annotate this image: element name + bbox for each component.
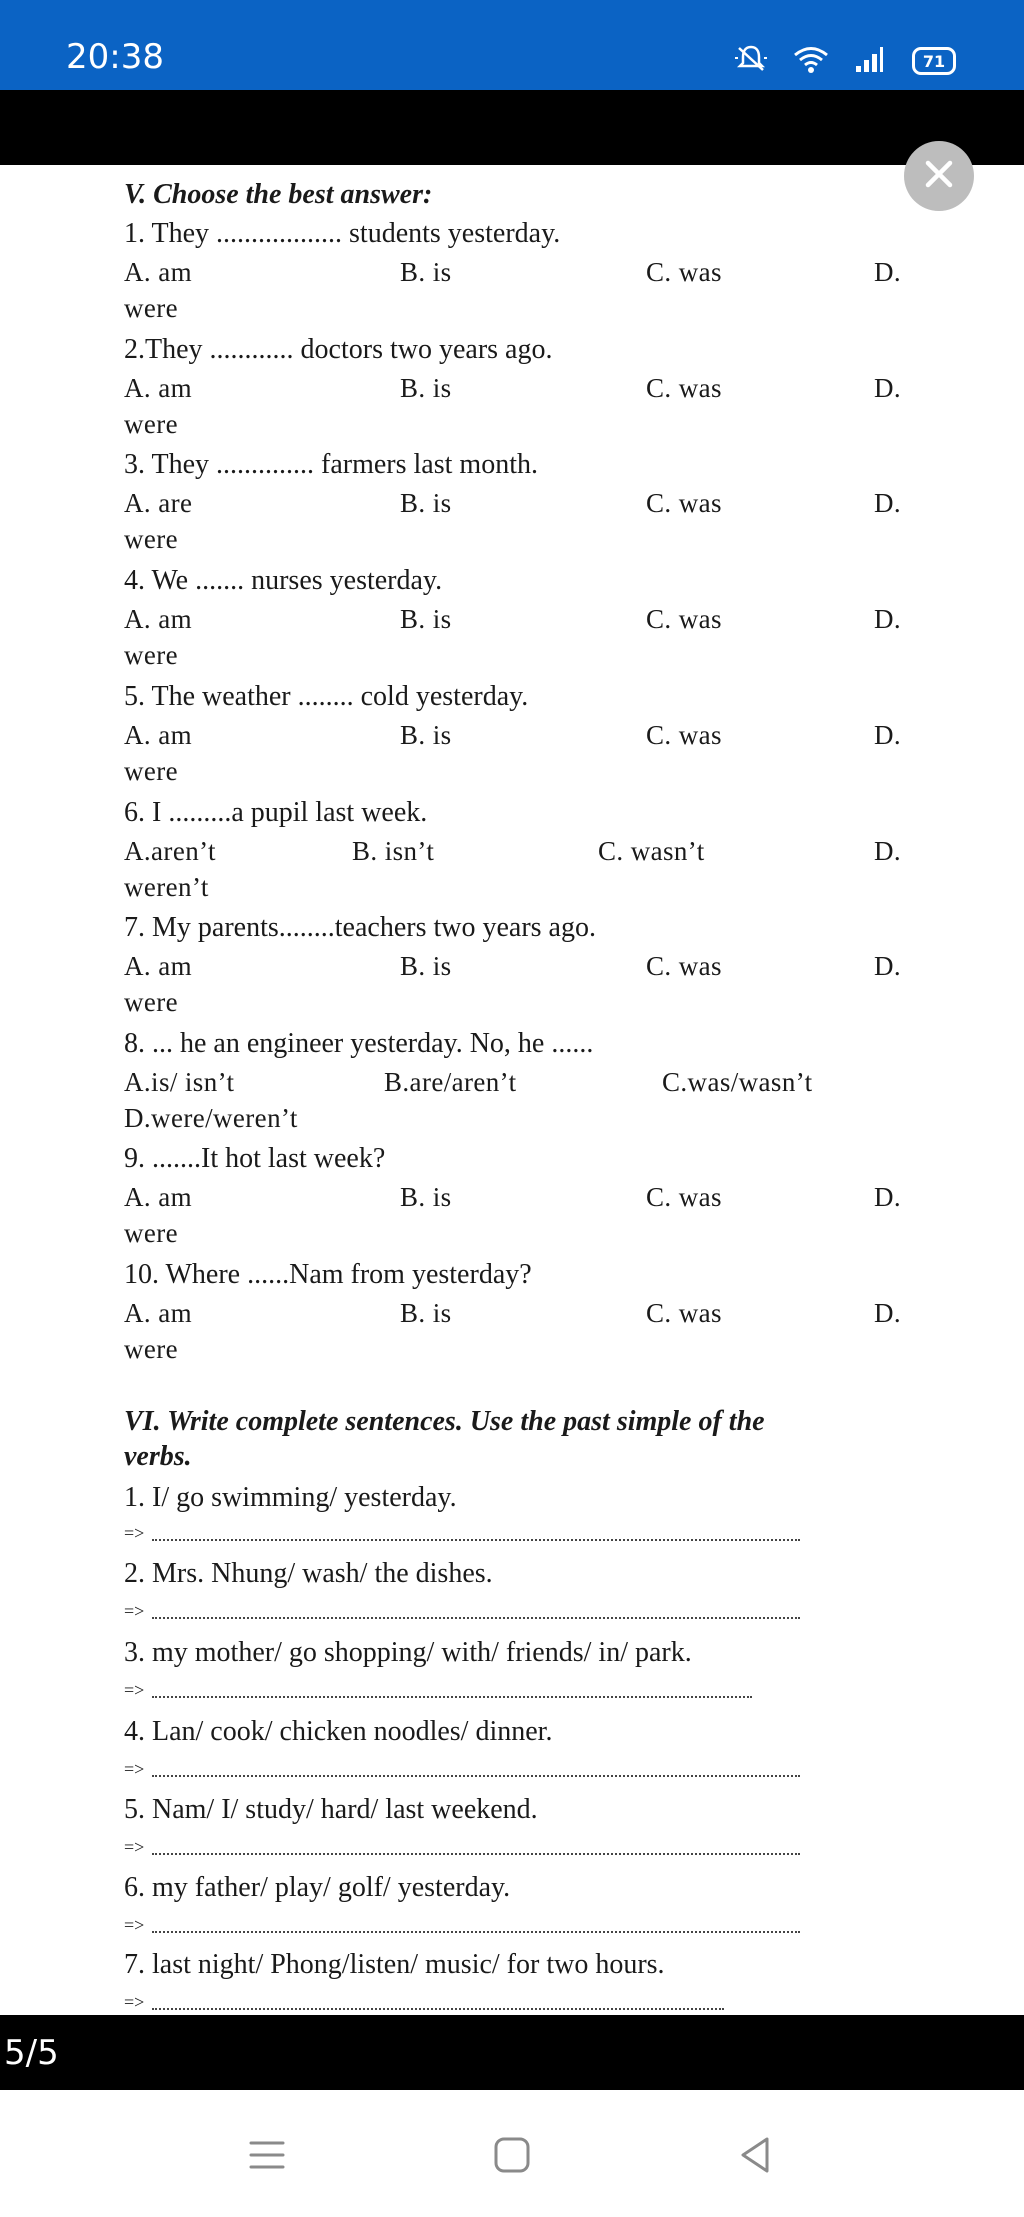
q9-option-a: A. am	[124, 1182, 192, 1212]
q4-option-a: A. am	[124, 604, 192, 634]
q8-option-a: A.is/ isn’t	[124, 1067, 235, 1097]
q6-option-a: A.aren’t	[124, 836, 216, 866]
q7-option-d-text: were	[124, 987, 179, 1017]
question-1: 1. They .................. students yesterday.	[124, 218, 561, 249]
document-page	[0, 165, 1024, 2015]
sentence-3: 3. my mother/ go shopping/ with/ friends/ in/ park.	[124, 1637, 692, 1668]
q6-option-d: D.	[874, 836, 902, 866]
q4-option-d-text: were	[124, 640, 179, 670]
section-vi-heading-cont: verbs.	[124, 1441, 192, 1472]
status-icons	[734, 44, 956, 78]
status-time: 20:38	[66, 37, 164, 77]
recent-apps-icon	[247, 2137, 287, 2178]
viewer-bottom-bar	[0, 2015, 1024, 2090]
page-indicator: 5/5	[4, 2033, 59, 2073]
question-4: 4. We ....... nurses yesterday.	[124, 565, 443, 596]
question-9: 9. .......It hot last week?	[124, 1143, 386, 1174]
sentence-4: 4. Lan/ cook/ chicken noodles/ dinner.	[124, 1716, 553, 1747]
question-5: 5. The weather ........ cold yesterday.	[124, 681, 529, 712]
q3-option-d-text: were	[124, 524, 179, 554]
q10-option-c: C. was	[646, 1298, 722, 1328]
question-7: 7. My parents........teachers two years ago.	[124, 912, 596, 943]
q3-option-d: D.	[874, 488, 902, 518]
q6-option-c: C. wasn’t	[598, 836, 705, 866]
home-button[interactable]	[477, 2122, 547, 2192]
signal-icon	[854, 44, 888, 78]
q5-option-d-text: were	[124, 756, 179, 786]
back-button[interactable]	[720, 2122, 790, 2192]
answer-line-3	[152, 1696, 752, 1698]
home-icon	[492, 2135, 532, 2180]
navigation-bar	[0, 2090, 1024, 2217]
q4-option-b: B. is	[400, 604, 452, 634]
close-button[interactable]	[904, 141, 974, 211]
back-icon	[735, 2135, 775, 2180]
answer-line-4	[152, 1775, 800, 1777]
answer-line-1	[152, 1539, 800, 1541]
sentence-1: 1. I/ go swimming/ yesterday.	[124, 1482, 457, 1513]
answer-prefix-6: =>	[124, 1915, 145, 1935]
q6-option-d-text: weren’t	[124, 872, 209, 902]
answer-line-5	[152, 1853, 800, 1855]
answer-line-7	[152, 2008, 724, 2010]
answer-prefix-2: =>	[124, 1601, 145, 1621]
q5-option-c: C. was	[646, 720, 722, 750]
q8-option-b: B.are/aren’t	[384, 1067, 517, 1097]
q8-option-d: D.were/weren’t	[124, 1103, 298, 1133]
q10-option-d-text: were	[124, 1334, 179, 1364]
section-v-heading: V. Choose the best answer:	[124, 179, 433, 210]
q9-option-d: D.	[874, 1182, 902, 1212]
q5-option-a: A. am	[124, 720, 192, 750]
q10-option-d: D.	[874, 1298, 902, 1328]
q1-option-d: D.	[874, 257, 902, 287]
close-icon	[921, 156, 957, 197]
answer-prefix-3: =>	[124, 1680, 145, 1700]
q9-option-d-text: were	[124, 1218, 179, 1248]
answer-line-6	[152, 1931, 800, 1933]
q7-option-a: A. am	[124, 951, 192, 981]
recent-apps-button[interactable]	[232, 2122, 302, 2192]
q5-option-b: B. is	[400, 720, 452, 750]
q1-option-b: B. is	[400, 257, 452, 287]
viewer-top-bar	[0, 90, 1024, 165]
q7-option-d: D.	[874, 951, 902, 981]
sentence-5: 5. Nam/ I/ study/ hard/ last weekend.	[124, 1794, 538, 1825]
mute-icon	[734, 44, 768, 78]
q8-option-c: C.was/wasn’t	[662, 1067, 813, 1097]
question-2: 2.They ............ doctors two years ago.	[124, 334, 553, 365]
question-8: 8. ... he an engineer yesterday. No, he ......	[124, 1028, 594, 1059]
q4-option-c: C. was	[646, 604, 722, 634]
question-10: 10. Where ......Nam from yesterday?	[124, 1259, 532, 1290]
q4-option-d: D.	[874, 604, 902, 634]
sentence-2: 2. Mrs. Nhung/ wash/ the dishes.	[124, 1558, 493, 1589]
answer-prefix-5: =>	[124, 1837, 145, 1857]
q6-option-b: B. isn’t	[352, 836, 435, 866]
answer-line-2	[152, 1617, 800, 1619]
q1-option-c: C. was	[646, 257, 722, 287]
q7-option-c: C. was	[646, 951, 722, 981]
q1-option-a: A. am	[124, 257, 192, 287]
q10-option-a: A. am	[124, 1298, 192, 1328]
answer-prefix-1: =>	[124, 1523, 145, 1543]
answer-prefix-4: =>	[124, 1759, 145, 1779]
q5-option-d: D.	[874, 720, 902, 750]
q3-option-b: B. is	[400, 488, 452, 518]
q3-option-a: A. are	[124, 488, 193, 518]
wifi-icon	[792, 44, 830, 78]
q2-option-d-text: were	[124, 409, 179, 439]
sentence-6: 6. my father/ play/ golf/ yesterday.	[124, 1872, 511, 1903]
q1-option-d-text: were	[124, 293, 179, 323]
section-vi-heading: VI. Write complete sentences. Use the past simple of the	[124, 1406, 765, 1437]
question-6: 6. I .........a pupil last week.	[124, 797, 428, 828]
q9-option-b: B. is	[400, 1182, 452, 1212]
q2-option-b: B. is	[400, 373, 452, 403]
q2-option-d: D.	[874, 373, 902, 403]
q10-option-b: B. is	[400, 1298, 452, 1328]
q7-option-b: B. is	[400, 951, 452, 981]
q2-option-a: A. am	[124, 373, 192, 403]
sentence-7: 7. last night/ Phong/listen/ music/ for two hours.	[124, 1949, 665, 1980]
answer-prefix-7: =>	[124, 1992, 145, 2012]
battery-icon: 71	[912, 47, 956, 75]
q9-option-c: C. was	[646, 1182, 722, 1212]
question-3: 3. They .............. farmers last month.	[124, 449, 538, 480]
q2-option-c: C. was	[646, 373, 722, 403]
q3-option-c: C. was	[646, 488, 722, 518]
status-bar	[0, 0, 1024, 90]
